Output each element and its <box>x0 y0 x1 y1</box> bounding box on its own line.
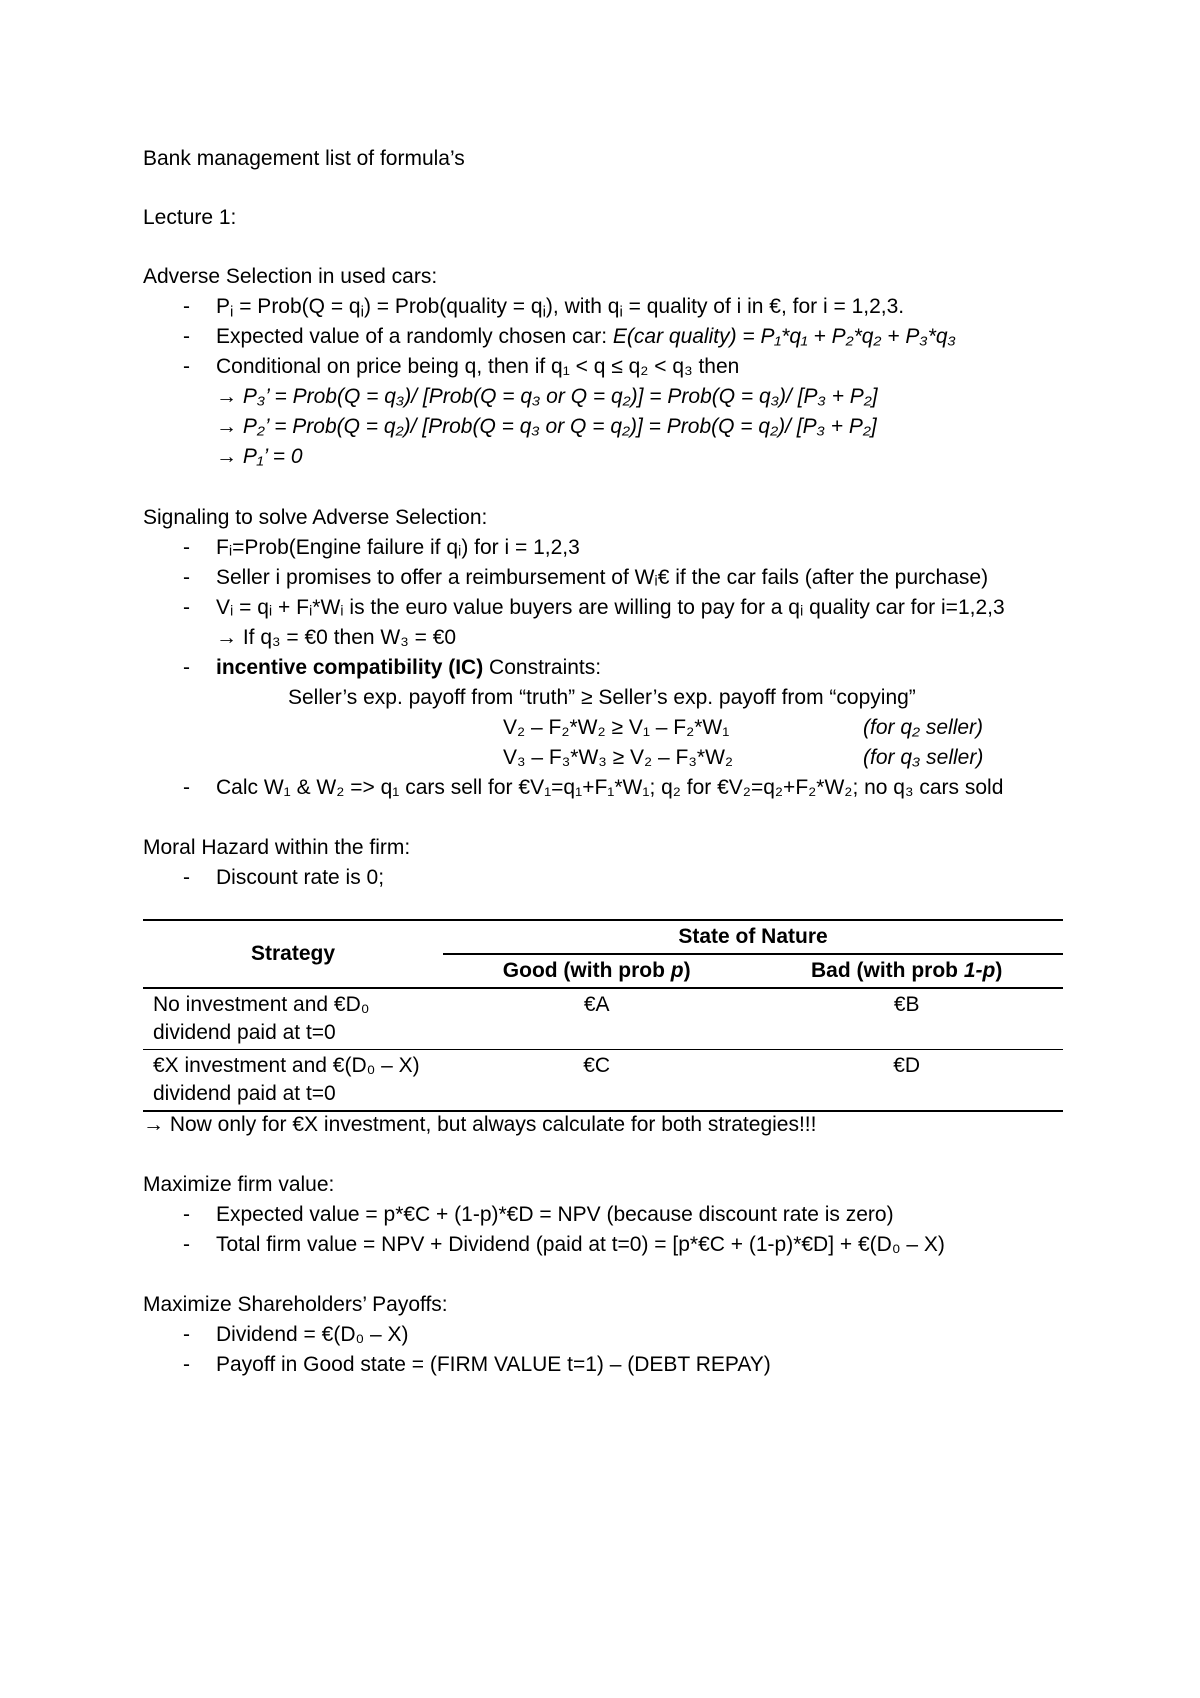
bullet-dash: - <box>183 1353 190 1376</box>
ic-equation-1-note: (for q₂ seller) <box>863 716 984 739</box>
expected-quality-formula: E(car quality) = P₁*q₁ + P₂*q₂ + P₃*q₃ <box>612 325 956 348</box>
bullet-dash: - <box>183 566 190 589</box>
strategy-table <box>143 919 1063 1112</box>
signaling-heading: Signaling to solve Adverse Selection: <box>143 506 488 529</box>
adverse-bullet-1-text: $P_i$ = Prob(Q = $q_i$) = Prob(quality = $q_i$), with $q_i$ = quality of i in €, for i = 1,2,3. <box>216 295 905 321</box>
table-header-good: Good (with prob p) <box>443 954 750 988</box>
bullet-dash: - <box>183 596 190 619</box>
document-title: Bank management list of formula’s <box>143 147 465 170</box>
ic-equation-1: V₂ – F₂*W₂ ≥ V₁ – F₂*W₁ <box>503 716 730 739</box>
bullet-dash: - <box>183 536 190 559</box>
table-cell-strategy-1: No investment and €D₀ dividend paid at t=0 <box>143 988 443 1050</box>
lecture-heading: Lecture 1: <box>143 206 237 229</box>
bullet-dash: - <box>183 325 190 348</box>
table-cell-strategy-2: €X investment and €(D₀ – X) dividend paid at t=0 <box>143 1050 443 1112</box>
conditional-prob-p3: → P₃’ = Prob(Q = q₃)/ [Prob(Q = q₃ or Q = q₂)] = Prob(Q = q₃)/ [P₃ + P₂] <box>216 385 878 408</box>
ic-equation-2: V₃ – F₃*W₃ ≥ V₂ – F₃*W₂ <box>503 746 734 769</box>
signaling-arrow-line: → If q₃ = €0 then W₃ = €0 <box>216 626 457 649</box>
maximize-shareholders-heading: Maximize Shareholders’ Payoffs: <box>143 1293 448 1316</box>
adverse-bullet-2-text: Expected value of a randomly chosen car: E(car quality) = P₁*q₁ + P₂*q₂ + P₃*q₃ <box>216 325 956 348</box>
ic-description: Seller’s exp. payoff from “truth” ≥ Seller’s exp. payoff from “copying” <box>288 686 916 709</box>
table-cell-good-2: €C <box>443 1050 750 1112</box>
bullet-dash: - <box>183 776 190 799</box>
table-header-bad: Bad (with prob 1-p) <box>750 954 1063 988</box>
table-cell-bad-2: €D <box>750 1050 1063 1112</box>
ic-term: incentive compatibility (IC) <box>216 656 484 679</box>
table-note: → Now only for €X investment, but always calculate for both strategies!!! <box>143 1113 817 1136</box>
bullet-dash: - <box>183 295 190 318</box>
bullet-dash: - <box>183 355 190 378</box>
bullet-dash: - <box>183 1203 190 1226</box>
bullet-dash: - <box>183 1233 190 1256</box>
conditional-prob-p1: → P₁’ = 0 <box>216 445 303 468</box>
table-cell-bad-1: €B <box>750 988 1063 1050</box>
table-header-strategy: Strategy <box>143 920 443 988</box>
table-row <box>143 988 1063 1050</box>
bullet-dash: - <box>183 1323 190 1346</box>
bullet-dash: - <box>183 866 190 889</box>
adverse-selection-heading: Adverse Selection in used cars: <box>143 265 438 288</box>
table-row <box>143 1050 1063 1112</box>
table-header-state: State of Nature <box>443 920 1063 954</box>
conditional-prob-p2: → P₂’ = Prob(Q = q₂)/ [Prob(Q = q₃ or Q = q₂)] = Prob(Q = q₂)/ [P₃ + P₂] <box>216 415 877 438</box>
table-cell-good-1: €A <box>443 988 750 1050</box>
maximize-firm-heading: Maximize firm value: <box>143 1173 335 1196</box>
ic-equation-2-note: (for q₃ seller) <box>863 746 984 769</box>
bullet-dash: - <box>183 656 190 679</box>
adverse-bullet-3-text: Conditional on price being q, then if q₁ < q ≤ q₂ < q₃ then <box>216 355 740 378</box>
moral-hazard-heading: Moral Hazard within the firm: <box>143 836 411 859</box>
